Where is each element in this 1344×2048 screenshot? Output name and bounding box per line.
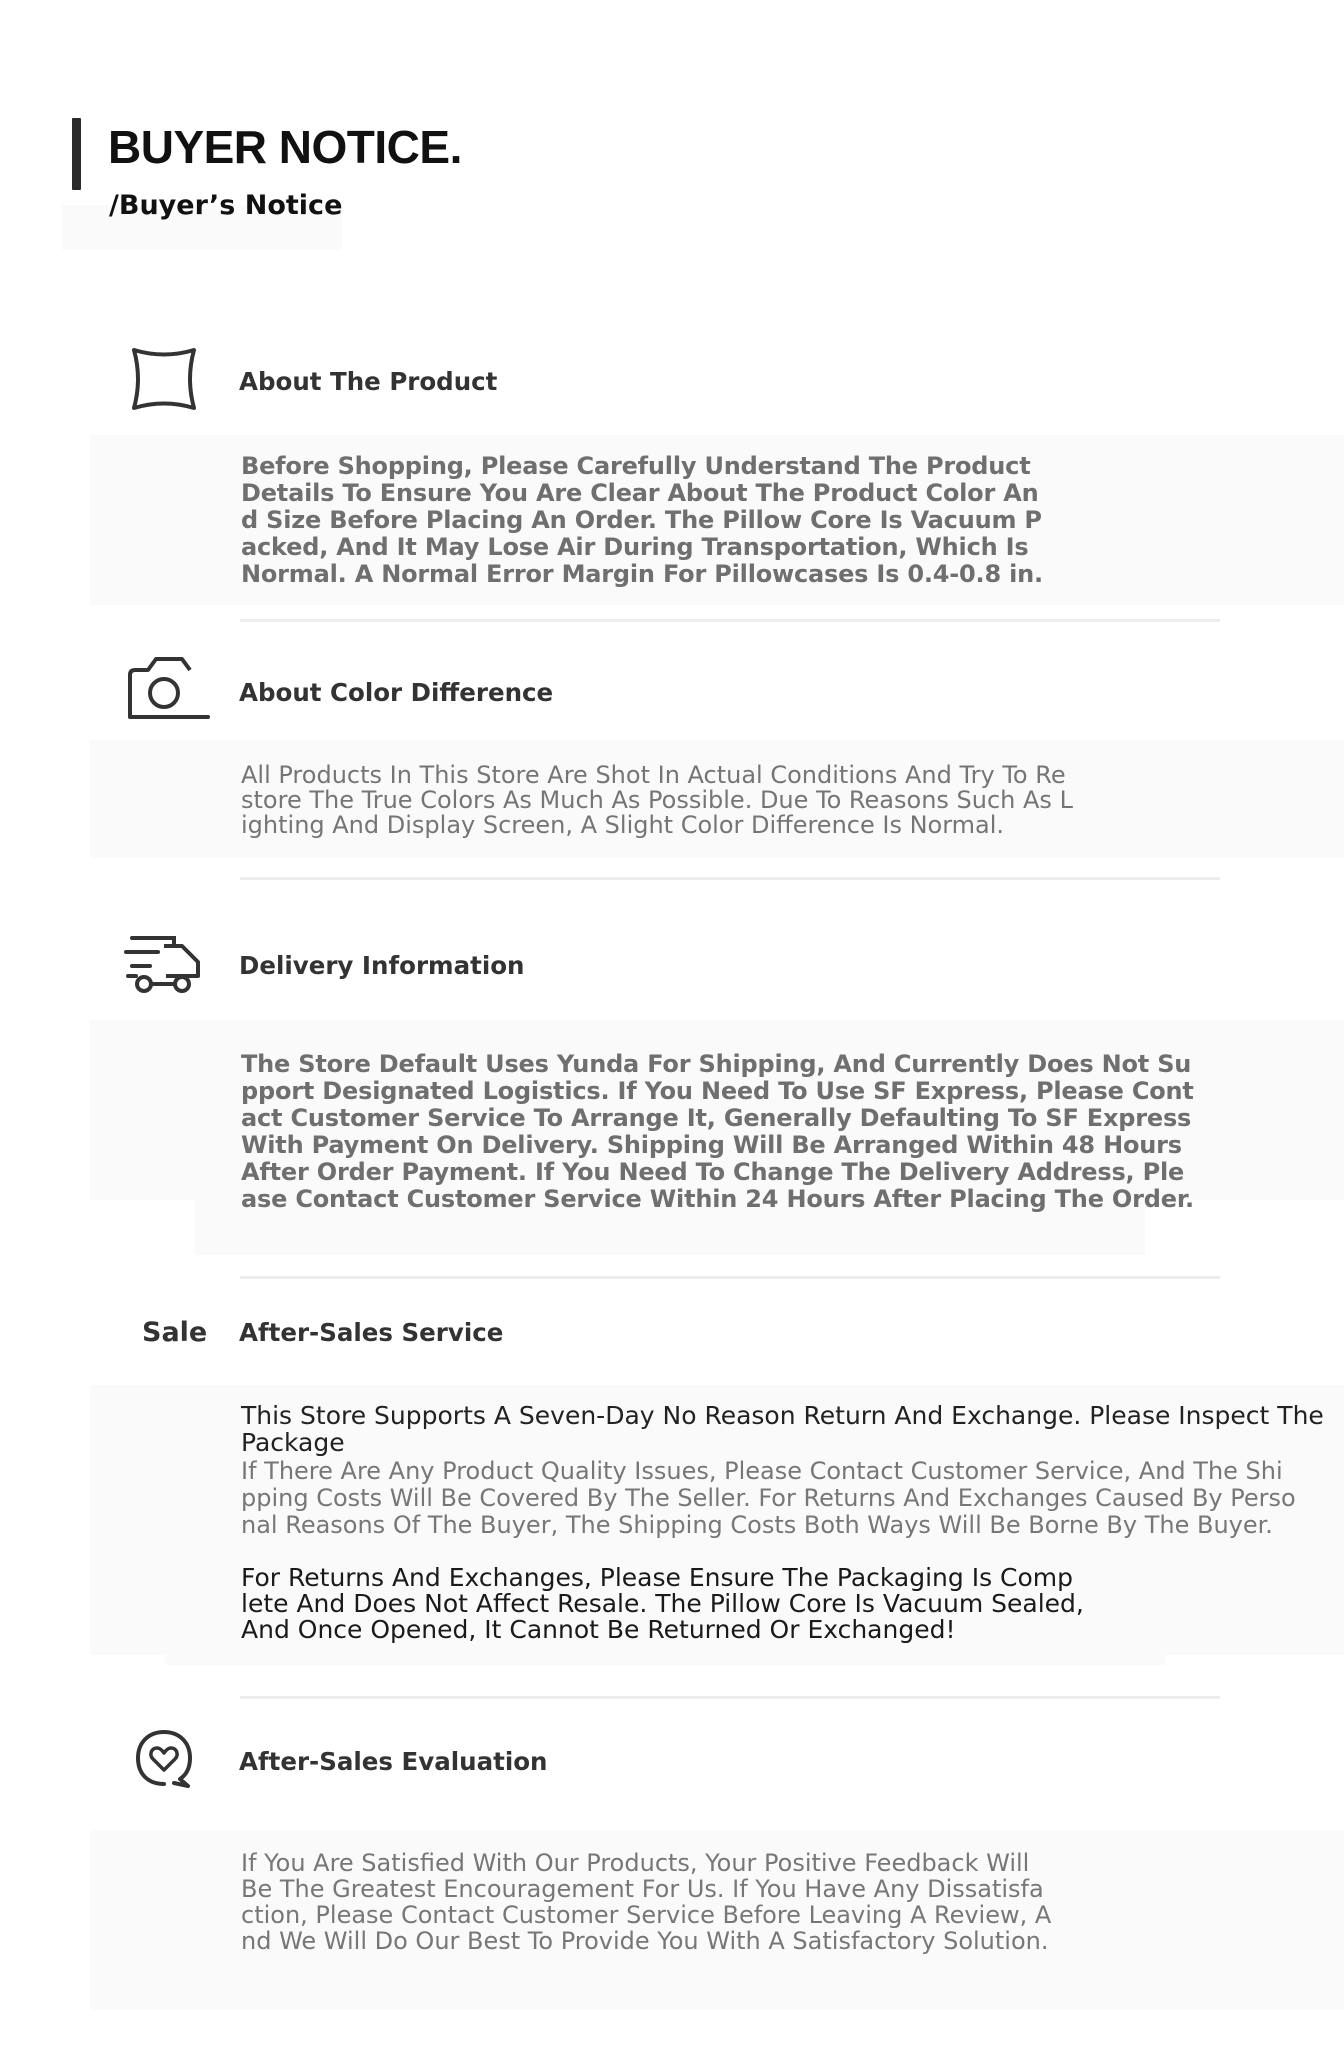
heart-chat-icon — [134, 1728, 194, 1790]
section-text-delivery: The Store Default Uses Yunda For Shipping, And Currently Does Not Su pport Designated Logistics. If You Need To Use SF Express, Please Cont act Customer Service To Arrange It, Generally Defaulting To SF Express With Payment On Delivery. Shipping Will Be Arranged Within 48 Hours After Order Payment. If You Need To Change The Delivery Address, Ple ase Contact Customer Service Within 24 Hours After Placing The Order. — [241, 1050, 1194, 1213]
section-divider — [240, 1696, 1220, 1699]
section-text-service-3: For Returns And Exchanges, Please Ensure The Packaging Is Comp lete And Does Not Affect Resale. The Pillow Core Is Vacuum Sealed, And Once Opened, It Cannot Be Returned Or Exchanged! — [241, 1563, 1084, 1644]
page-subtitle: /Buyer’s Notice — [109, 190, 343, 221]
page-title: BUYER NOTICE. — [108, 121, 462, 173]
section-title-product: About The Product — [239, 367, 498, 396]
delivery-truck-icon — [124, 932, 204, 996]
camera-icon — [126, 655, 212, 721]
section-divider — [240, 1276, 1220, 1279]
section-title-evaluation: After-Sales Evaluation — [239, 1747, 548, 1776]
section-text-evaluation: If You Are Satisfied With Our Products, Your Positive Feedback Will Be The Greatest Encouragement For Us. If You Have Any Dissatisfa ction, Please Contact Customer Service Before Leaving A Review, A nd We Will Do Our Best To Provide You With A Satisfactory Solution. — [241, 1849, 1052, 1955]
sale-icon-label: Sale — [142, 1317, 208, 1348]
section-text-color: All Products In This Store Are Shot In Actual Conditions And Try To Re store The True Colors As Much As Possible. Due To Reasons Such As L ighting And Display Screen, A Slight Color Difference Is Normal. — [241, 761, 1073, 839]
section-title-service: After-Sales Service — [239, 1318, 504, 1347]
title-accent-bar — [72, 118, 81, 190]
pillow-icon — [126, 345, 202, 413]
section-title-color: About Color Difference — [239, 678, 554, 707]
section-text-service-1: This Store Supports A Seven-Day No Reason Return And Exchange. Please Inspect The Package — [241, 1401, 1324, 1457]
section-divider — [240, 877, 1220, 880]
section-divider — [240, 619, 1220, 622]
section-text-product: Before Shopping, Please Carefully Understand The Product Details To Ensure You Are Clear About The Product Color An d Size Before Placing An Order. The Pillow Core Is Vacuum P acked, And It May Lose Air During Transportation, Which Is Normal. A Normal Error Margin For Pillowcases Is 0.4-0.8 in. — [241, 452, 1043, 588]
section-title-delivery: Delivery Information — [239, 951, 525, 980]
section-text-service-2: If There Are Any Product Quality Issues, Please Contact Customer Service, And The Shi pping Costs Will Be Covered By The Seller. For Returns And Exchanges Caused By Perso nal Reasons Of The Buyer, The Shipping Costs Both Ways Will Be Borne By The Buyer. — [241, 1457, 1296, 1539]
